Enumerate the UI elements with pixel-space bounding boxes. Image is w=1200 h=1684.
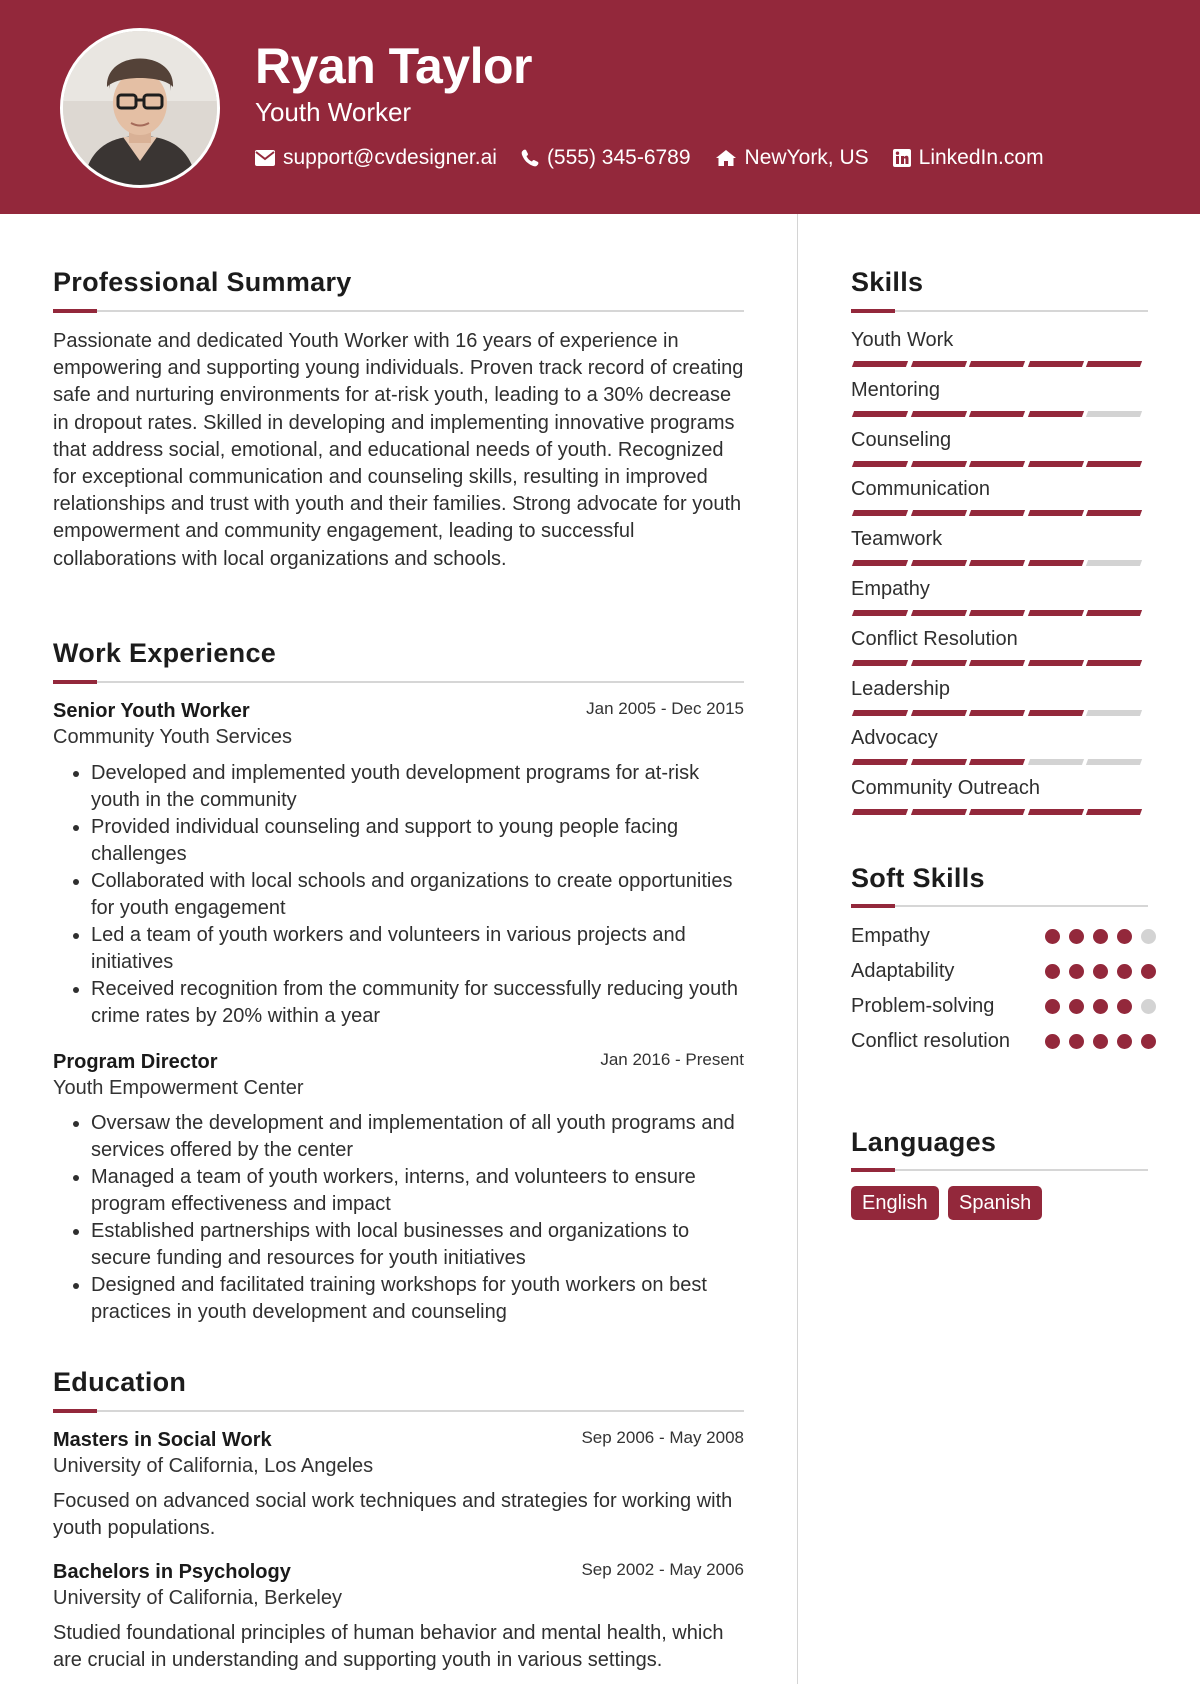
experience-heading: Work Experience bbox=[53, 638, 277, 668]
job-bullets bbox=[53, 1110, 744, 1326]
rating-dot bbox=[1117, 964, 1132, 979]
skill-level-bar bbox=[853, 510, 1146, 516]
job-organization: Community Youth Services bbox=[53, 726, 293, 748]
education-accent bbox=[53, 1409, 97, 1413]
school-name: University of California, Berkeley bbox=[53, 1587, 342, 1609]
skill-level-segment bbox=[910, 660, 966, 666]
job-date: Jan 2005 - Dec 2015 bbox=[586, 699, 744, 718]
linkedin-icon bbox=[893, 149, 911, 167]
contact-linkedin[interactable] bbox=[893, 146, 1044, 170]
skill-level-bar bbox=[853, 560, 1146, 566]
rating-dot bbox=[1093, 1034, 1108, 1049]
soft-skill-rating bbox=[1045, 1034, 1165, 1049]
job-organization: Youth Empowerment Center bbox=[53, 1077, 304, 1099]
skill-level-bar bbox=[853, 361, 1146, 367]
education-date: Sep 2006 - May 2008 bbox=[581, 1428, 744, 1447]
skill-level-segment bbox=[910, 461, 966, 467]
skill-level-segment bbox=[1027, 809, 1083, 815]
contact-row bbox=[255, 146, 1068, 170]
list-item: • Designed and facilitated training workshops for youth workers on best practices in youth development and counseling bbox=[91, 1272, 744, 1326]
skill-name: Empathy bbox=[851, 578, 930, 600]
skill-level-bar bbox=[853, 809, 1146, 815]
rating-dot bbox=[1045, 964, 1060, 979]
rating-dot bbox=[1069, 964, 1084, 979]
home-icon bbox=[715, 149, 737, 167]
list-item: • Led a team of youth workers and volunteers in various projects and initiatives bbox=[91, 922, 744, 976]
skill-level-segment bbox=[1027, 660, 1083, 666]
skill-level-bar bbox=[853, 461, 1146, 467]
soft-skills-accent bbox=[851, 904, 895, 908]
skill-level-bar bbox=[853, 610, 1146, 616]
skill-level-segment bbox=[1027, 361, 1083, 367]
summary-text: Passionate and dedicated Youth Worker with 16 years of experience in empowering and supporting young individuals. Proven track record of creating safe and nurturing environments for at-risk youth, leading to a 30% decrease in dropout rates. Skilled in developing and implementing innovative programs that address social, emotional, and educational needs of youth. Recognized for exceptional communication and counseling skills, resulting in improved relationships and trust with youth and their families. Strong advocate for youth empowerment and community engagement, leading to successful collaborations with local organizations and schools. bbox=[53, 330, 744, 570]
skill-level-segment bbox=[852, 710, 908, 716]
skill-level-segment bbox=[1086, 361, 1142, 367]
soft-skills-heading: Soft Skills bbox=[851, 863, 985, 893]
list-item: • Received recognition from the community for successfully reducing youth crime rates by 20% within a year bbox=[91, 976, 744, 1030]
skill-level-bar bbox=[853, 411, 1146, 417]
skill-level-segment bbox=[969, 809, 1025, 815]
profile-photo bbox=[60, 28, 220, 188]
skill-level-segment bbox=[1027, 560, 1083, 566]
skills-heading: Skills bbox=[851, 267, 924, 297]
job-title: Senior Youth Worker bbox=[53, 700, 250, 722]
skill-level-segment bbox=[1086, 510, 1142, 516]
skill-level-segment bbox=[969, 660, 1025, 666]
skill-level-segment bbox=[852, 759, 908, 765]
skill-name: Conflict Resolution bbox=[851, 627, 1018, 650]
skill-level-segment bbox=[1027, 510, 1083, 516]
soft-skill-rating bbox=[1045, 929, 1165, 944]
skill-level-segment bbox=[1086, 660, 1142, 666]
candidate-role: Youth Worker bbox=[255, 97, 412, 127]
skills-accent bbox=[851, 309, 895, 313]
skill-name: Youth Work bbox=[851, 329, 954, 351]
summary-rule bbox=[53, 310, 744, 312]
skill-level-segment bbox=[852, 510, 908, 516]
skill-level-segment bbox=[1027, 461, 1083, 467]
rating-dot bbox=[1045, 999, 1060, 1014]
resume-header bbox=[0, 0, 1200, 214]
linkedin-text: LinkedIn.com bbox=[918, 146, 1044, 169]
phone-icon bbox=[521, 149, 539, 167]
experience-accent bbox=[53, 680, 97, 684]
skill-level-segment bbox=[969, 510, 1025, 516]
skill-level-segment bbox=[910, 361, 966, 367]
skill-name: Community Outreach bbox=[851, 777, 1040, 800]
education-description: Studied foundational principles of human behavior and mental health, which are crucial in understanding and supporting youth in various settings. bbox=[53, 1622, 724, 1672]
rating-dot bbox=[1117, 1034, 1132, 1049]
skill-level-segment bbox=[969, 560, 1025, 566]
skill-level-segment bbox=[910, 759, 966, 765]
skill-level-segment bbox=[910, 411, 966, 417]
list-item: • Managed a team of youth workers, interns, and volunteers to ensure program effectiveness and impact bbox=[91, 1164, 744, 1218]
soft-skill-rating bbox=[1045, 964, 1165, 979]
skill-level-segment bbox=[852, 560, 908, 566]
list-item: • Oversaw the development and implementation of all youth programs and services offered by the center bbox=[91, 1110, 744, 1164]
rating-dot bbox=[1069, 929, 1084, 944]
skill-level-segment bbox=[852, 809, 908, 815]
skill-level-segment bbox=[910, 510, 966, 516]
job-bullets bbox=[53, 760, 744, 1030]
language-badge: English bbox=[851, 1186, 939, 1220]
skill-level-segment bbox=[1086, 809, 1142, 815]
soft-skill-rating bbox=[1045, 999, 1165, 1014]
language-badge: Spanish bbox=[948, 1186, 1042, 1220]
degree-title: Masters in Social Work bbox=[53, 1429, 272, 1451]
skill-level-segment bbox=[969, 759, 1025, 765]
skill-level-bar bbox=[853, 660, 1146, 666]
email-text: support@cvdesigner.ai bbox=[283, 146, 497, 169]
job-title: Program Director bbox=[53, 1051, 218, 1073]
rating-dot bbox=[1141, 964, 1156, 979]
experience-rule bbox=[53, 681, 744, 683]
list-item: • Collaborated with local schools and organizations to create opportunities for youth engagement bbox=[91, 868, 744, 922]
skill-level-segment bbox=[969, 361, 1025, 367]
skill-name: Teamwork bbox=[851, 528, 943, 551]
skill-level-segment bbox=[1027, 610, 1083, 616]
skill-level-segment bbox=[1027, 710, 1083, 716]
rating-dot bbox=[1045, 1034, 1060, 1049]
skill-level-segment bbox=[1086, 710, 1142, 716]
location-text: NewYork, US bbox=[744, 146, 869, 169]
contact-email[interactable] bbox=[255, 146, 497, 170]
skill-level-segment bbox=[969, 461, 1025, 467]
rating-dot bbox=[1141, 1034, 1156, 1049]
column-divider bbox=[797, 214, 798, 1684]
contact-phone[interactable] bbox=[521, 146, 691, 170]
contact-location bbox=[715, 146, 869, 170]
skill-level-segment bbox=[852, 411, 908, 417]
skill-level-bar bbox=[853, 710, 1146, 716]
education-date: Sep 2002 - May 2006 bbox=[581, 1560, 744, 1579]
skill-name: Mentoring bbox=[851, 378, 940, 401]
soft-skill-name: Problem-solving bbox=[851, 995, 995, 1017]
education-rule bbox=[53, 1410, 744, 1412]
phone-text: (555) 345-6789 bbox=[546, 146, 691, 169]
skill-level-bar bbox=[853, 759, 1146, 765]
skill-level-segment bbox=[1086, 461, 1142, 467]
rating-dot bbox=[1069, 1034, 1084, 1049]
soft-skill-name: Conflict resolution bbox=[851, 1030, 1010, 1052]
rating-dot bbox=[1093, 964, 1108, 979]
candidate-name: Ryan Taylor bbox=[255, 38, 532, 94]
skill-level-segment bbox=[969, 610, 1025, 616]
skill-level-segment bbox=[910, 560, 966, 566]
rating-dot bbox=[1141, 999, 1156, 1014]
skill-level-segment bbox=[1086, 759, 1142, 765]
skill-level-segment bbox=[969, 710, 1025, 716]
skill-level-segment bbox=[1086, 610, 1142, 616]
skill-level-segment bbox=[1027, 411, 1083, 417]
envelope-icon bbox=[255, 150, 275, 166]
skill-level-segment bbox=[852, 610, 908, 616]
list-item: • Established partnerships with local businesses and organizations to secure funding and resources for youth initiatives bbox=[91, 1218, 744, 1272]
rating-dot bbox=[1093, 929, 1108, 944]
school-name: University of California, Los Angeles bbox=[53, 1455, 374, 1477]
rating-dot bbox=[1093, 999, 1108, 1014]
soft-skill-name: Adaptability bbox=[851, 960, 955, 982]
skill-level-segment bbox=[910, 809, 966, 815]
degree-title: Bachelors in Psychology bbox=[53, 1561, 291, 1583]
skill-level-segment bbox=[1086, 411, 1142, 417]
education-heading: Education bbox=[53, 1367, 187, 1397]
skill-name: Communication bbox=[851, 478, 990, 501]
skill-level-segment bbox=[1086, 560, 1142, 566]
skill-level-segment bbox=[1027, 759, 1083, 765]
skill-level-segment bbox=[852, 361, 908, 367]
skill-name: Leadership bbox=[851, 677, 950, 700]
job-date: Jan 2016 - Present bbox=[600, 1050, 744, 1069]
rating-dot bbox=[1117, 929, 1132, 944]
skill-level-segment bbox=[969, 411, 1025, 417]
rating-dot bbox=[1117, 999, 1132, 1014]
skill-level-segment bbox=[852, 660, 908, 666]
skill-level-segment bbox=[910, 710, 966, 716]
soft-skills-rule bbox=[851, 905, 1148, 907]
list-item: • Provided individual counseling and support to young people facing challenges bbox=[91, 814, 744, 868]
rating-dot bbox=[1045, 929, 1060, 944]
skills-rule bbox=[851, 310, 1148, 312]
skill-level-segment bbox=[852, 461, 908, 467]
education-description: Focused on advanced social work techniques and strategies for working with youth populations. bbox=[53, 1490, 733, 1540]
list-item: • Developed and implemented youth development programs for at-risk youth in the community bbox=[91, 760, 744, 814]
summary-heading: Professional Summary bbox=[53, 267, 352, 297]
rating-dot bbox=[1069, 999, 1084, 1014]
skill-name: Counseling bbox=[851, 428, 952, 451]
languages-rule bbox=[851, 1169, 1148, 1171]
rating-dot bbox=[1141, 929, 1156, 944]
skill-name: Advocacy bbox=[851, 727, 938, 750]
languages-accent bbox=[851, 1168, 895, 1172]
soft-skill-name: Empathy bbox=[851, 925, 930, 947]
summary-accent bbox=[53, 309, 97, 313]
skill-level-segment bbox=[910, 610, 966, 616]
languages-heading: Languages bbox=[851, 1127, 997, 1157]
